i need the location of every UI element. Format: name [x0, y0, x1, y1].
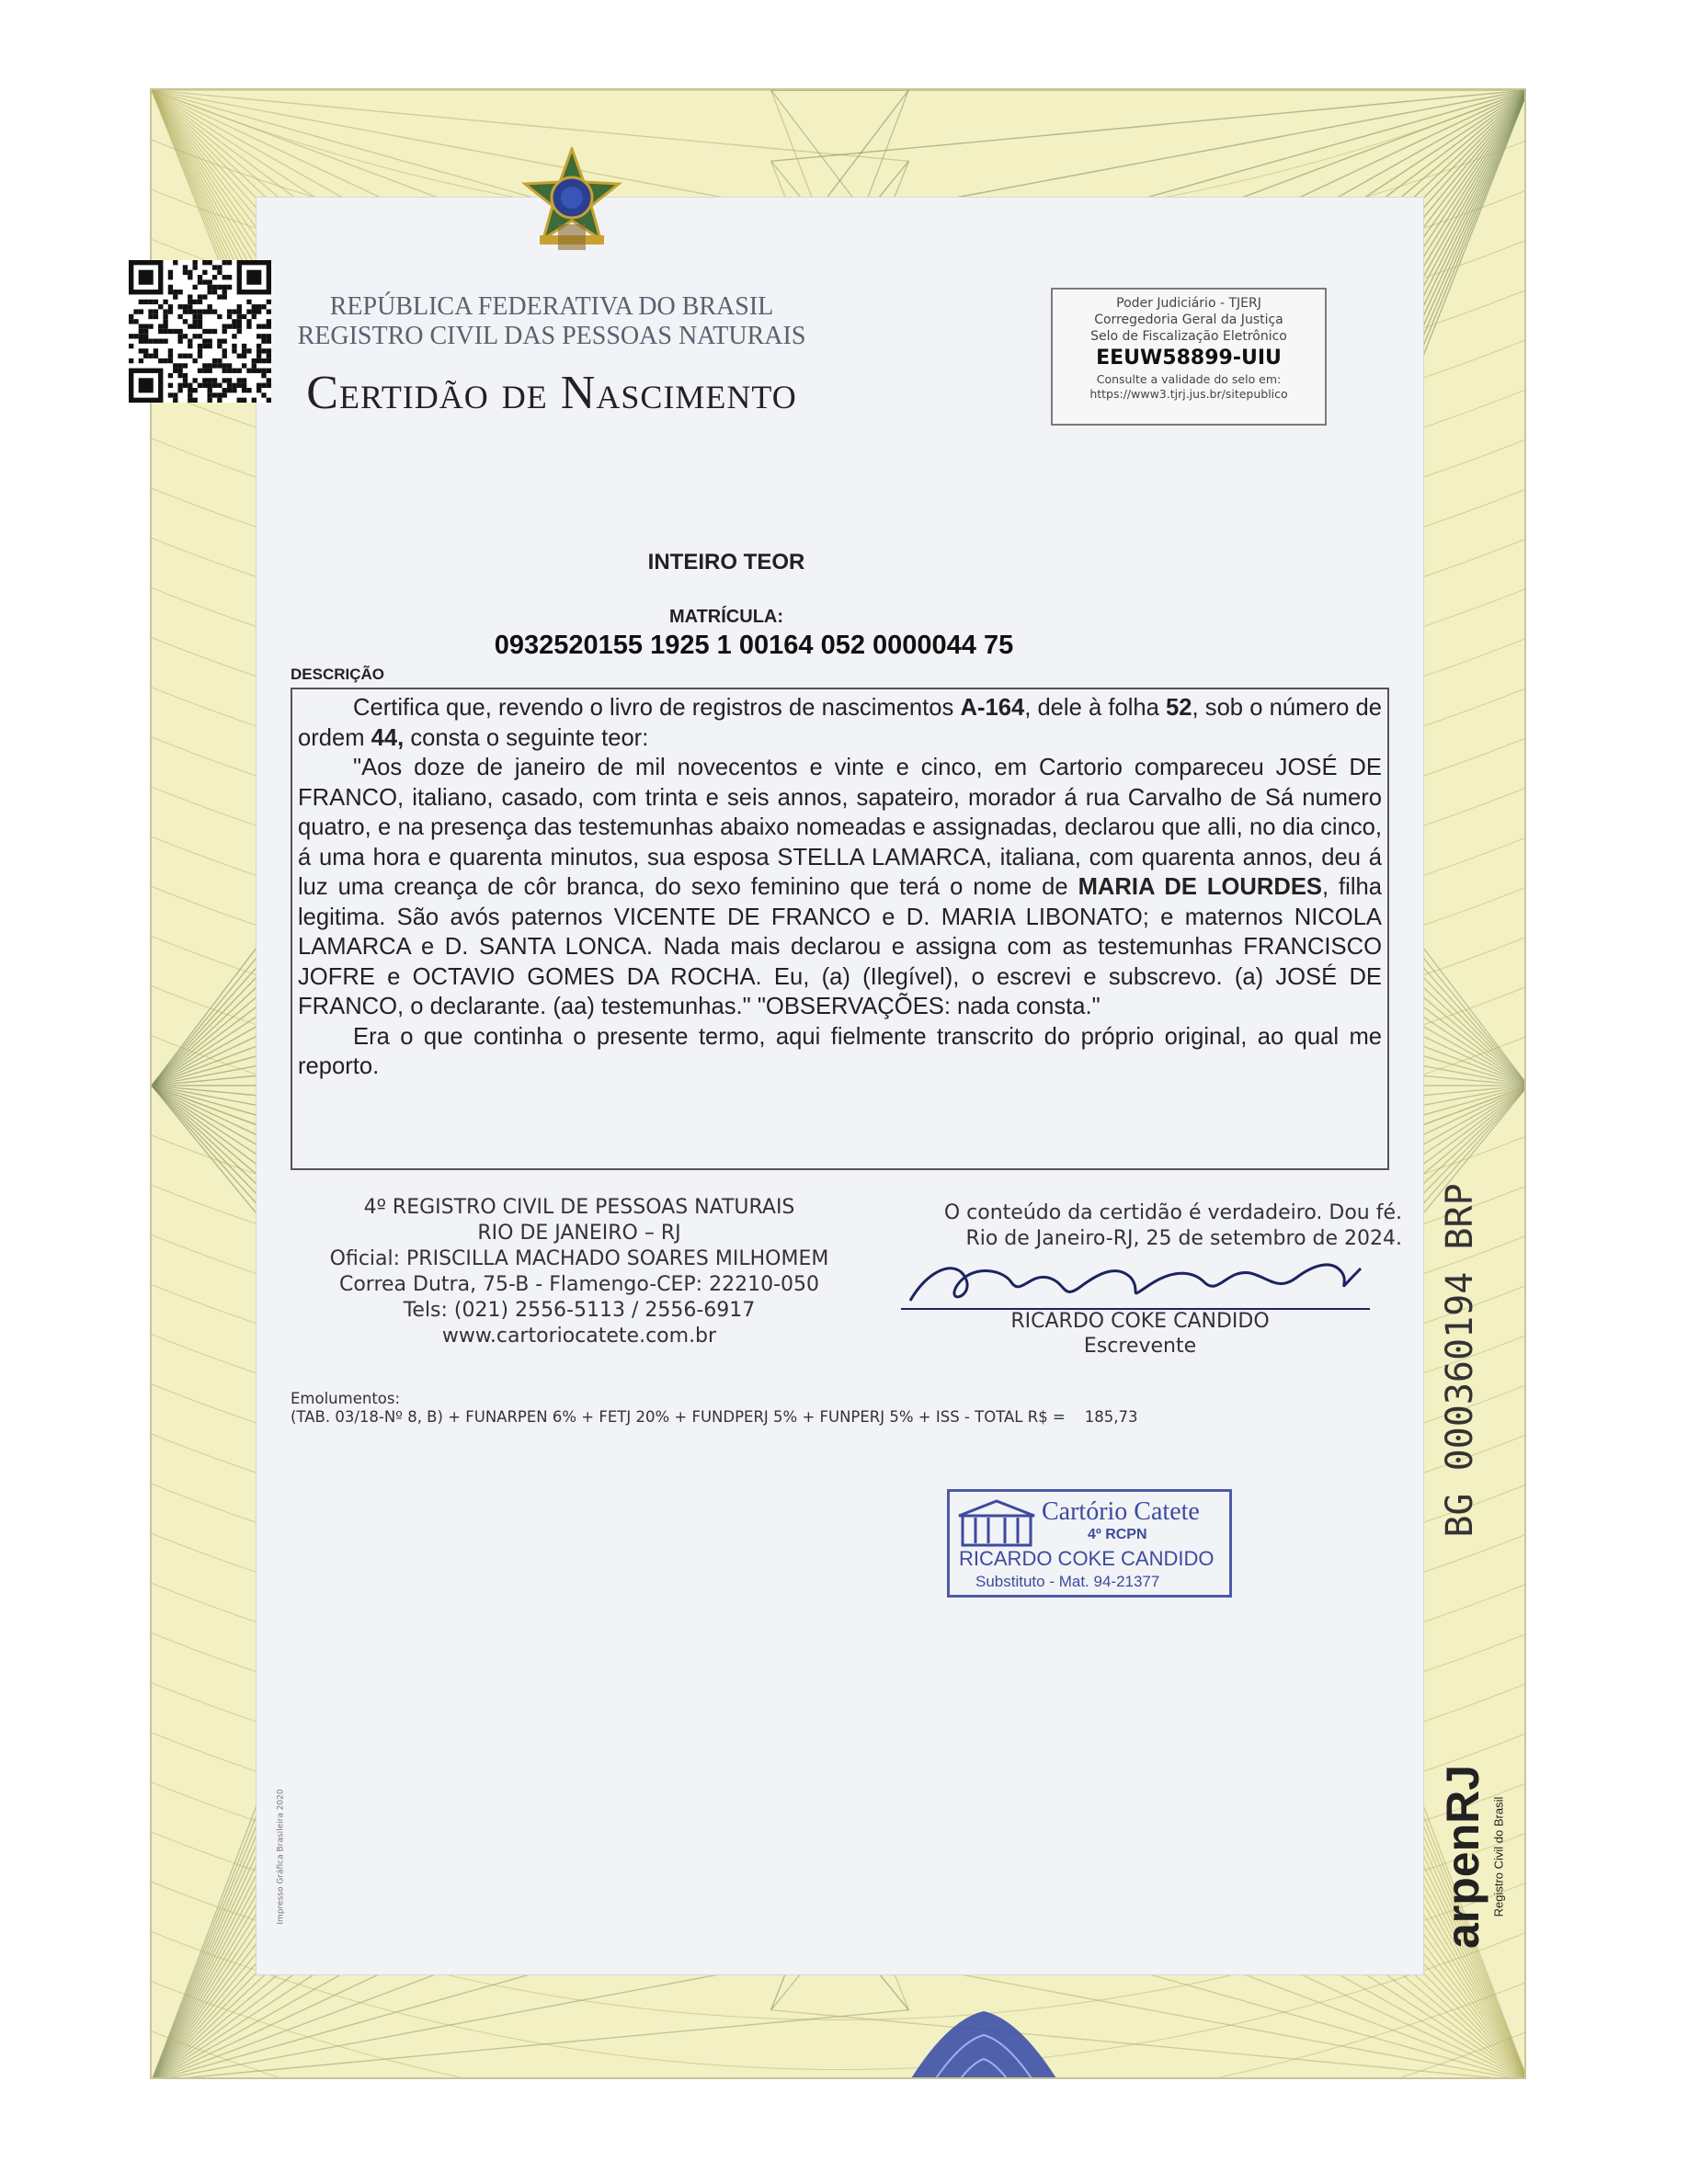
seal-url-link[interactable]: https://www3.tjrj.jus.br/sitepublico — [1089, 387, 1288, 401]
child-name: MARIA DE LOURDES — [1078, 874, 1323, 900]
attestation-text — [878, 1200, 1402, 1252]
signatory-role: Escrevente — [1083, 1335, 1197, 1358]
text-segment: , dele à folha — [1024, 695, 1167, 721]
office-line-1: 4º REGISTRO CIVIL DE PESSOAS NATURAIS — [363, 1196, 795, 1219]
certificate-title: Certidão de Nascimento — [306, 367, 797, 419]
text-segment: "Aos doze de janeiro de mil novecentos e vinte e cinco, em Cartorio compareceu JOSÉ DE FRANCO, italiano, casado, com trinta e seis annos, sapateiro, morador á rua Carvalho de Sá numero quatro, e na presença das testemunhas abaixo nomeadas e assignadas, declarou que alli, no dia cinco, á uma hora e quarenta minutos, sua esposa STELLA LAMARCA, italiana, com quarenta annos, deu á luz uma creança de côr branca, do sexo feminino que terá o nome de — [298, 755, 1382, 900]
office-website-link[interactable]: www.cartoriocatete.com.br — [441, 1325, 717, 1348]
serial-text: BG 000360194 BRP — [1439, 1183, 1481, 1538]
republic-heading: REPÚBLICA FEDERATIVA DO BRASIL — [329, 292, 774, 321]
text-segment: consta o seguinte teor: — [404, 724, 649, 751]
attest-date: Rio de Janeiro-RJ, 25 de setembro de 2024. — [965, 1227, 1402, 1250]
matricula-number: 0932520155 1925 1 00164 052 0000044 75 — [494, 631, 1014, 660]
arpen-logo — [1430, 1746, 1512, 1967]
signatory-block — [965, 1309, 1315, 1359]
teor-heading: INTEIRO TEOR — [647, 550, 805, 574]
paragraph-certifica — [298, 693, 1382, 753]
office-line-3: Oficial: PRISCILLA MACHADO SOARES MILHOMEM — [329, 1247, 829, 1270]
registry-heading: REGISTRO CIVIL DAS PESSOAS NATURAIS — [297, 322, 806, 350]
signatory-name: RICARDO COKE CANDIDO — [1010, 1310, 1270, 1333]
stamp-name: RICARDO COKE CANDIDO — [959, 1547, 1215, 1570]
printer-imprint — [267, 1783, 294, 1930]
office-stamp — [947, 1489, 1232, 1598]
paper-serial-number — [1434, 1131, 1489, 1590]
arpen-tagline: Registro Civil do Brasil — [1491, 1796, 1506, 1917]
arpen-brand: arpenRJ — [1437, 1764, 1489, 1950]
seal-line-3: Selo de Fiscalização Eletrônico — [1090, 329, 1287, 344]
office-line-2: RIO DE JANEIRO – RJ — [477, 1222, 681, 1245]
fees-total: 185,73 — [1084, 1408, 1138, 1426]
seal-code: EEUW58899-UIU — [1096, 347, 1282, 370]
livro-number: A-164 — [960, 695, 1025, 721]
electronic-seal-box — [1051, 288, 1327, 426]
building-icon — [955, 1497, 1038, 1549]
attest-line-1: O conteúdo da certidão é verdadeiro. Dou fé. — [943, 1201, 1402, 1224]
office-line-5: Tels: (021) 2556-5113 / 2556-6917 — [403, 1299, 756, 1322]
fees-line — [291, 1408, 1137, 1427]
seal-line-2: Corregedoria Geral da Justiça — [1094, 313, 1283, 327]
stamp-office: Cartório Catete — [1042, 1497, 1200, 1526]
text-segment: , sob o número de ordem — [298, 695, 1382, 751]
text-segment: Certifica que, revendo o livro de registros de nascimentos — [353, 695, 961, 721]
description-box — [291, 688, 1389, 1170]
ordem-number: 44, — [371, 724, 405, 751]
text-segment: , filha legitima. São avós paternos VICENTE DE FRANCO e D. MARIA LIBONATO; e maternos NICOLA LAMARCA e D. SANTA LONCA. Nada mais declarou e assigna com as testemunhas FRANCISCO JOFRE e OCTAVIO GOMES DA ROCHA. Eu, (a) (Ilegível), o escrevi e subscrevo. (a) JOSÉ DE FRANCO, o declarante. (aa) testemunhas." "OBSERVAÇÕES: nada consta." — [298, 874, 1382, 1019]
stamp-role: Substituto - Mat. 94-21377 — [975, 1573, 1160, 1590]
qr-code[interactable] — [129, 260, 271, 403]
stamp-sub: 4º RCPN — [1088, 1527, 1147, 1542]
fees-block — [291, 1390, 1137, 1427]
matricula-label: MATRÍCULA: — [668, 607, 784, 627]
registry-office-info — [303, 1195, 855, 1349]
coat-of-arms-emblem — [521, 147, 622, 257]
paragraph-teor — [298, 753, 1382, 1022]
seal-line-5: Consulte a validade do selo em: — [1096, 372, 1282, 386]
descricao-label: DESCRIÇÃO — [291, 665, 385, 683]
seal-line-1: Poder Judiciário - TJERJ — [1116, 296, 1261, 311]
handwritten-signature — [901, 1250, 1379, 1314]
fees-formula: (TAB. 03/18-Nº 8, B) + FUNARPEN 6% + FETJ 20% + FUNDPERJ 5% + FUNPERJ 5% + ISS - TOTAL R$ = — [291, 1408, 1066, 1426]
paragraph-closing: Era o que continha o presente termo, aqui fielmente transcrito do próprio original, ao qual me reporto. — [298, 1023, 1382, 1079]
folha-number: 52 — [1166, 695, 1192, 721]
printer-text: Impresso Gráfica Brasileira 2020 — [276, 1789, 286, 1925]
fees-label: Emolumentos: — [291, 1390, 401, 1407]
office-line-4: Correa Dutra, 75-B - Flamengo-CEP: 22210-050 — [338, 1273, 820, 1296]
blue-rosette-emblem — [758, 2002, 1209, 2079]
